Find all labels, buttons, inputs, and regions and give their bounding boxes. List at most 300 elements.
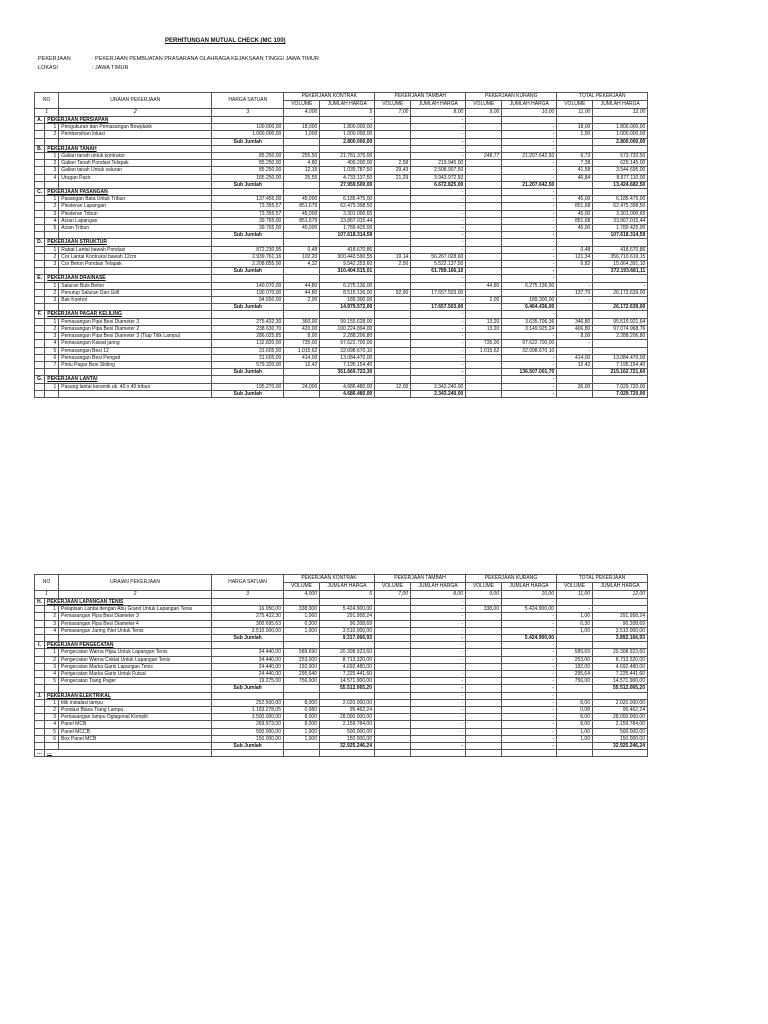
total-volume: 36,00 (557, 383, 593, 390)
empty-cell (35, 304, 45, 311)
tambah-jumlah: - (411, 620, 466, 627)
table-row (35, 210, 648, 217)
empty-cell (557, 743, 593, 750)
total-volume: 192,00 (557, 663, 593, 670)
kontrak-jumlah: 21.781.375,00 (320, 153, 375, 160)
kurang-volume (466, 354, 502, 361)
total-jumlah: 1.789.425,00 (593, 225, 648, 232)
total-jumlah: 8.713.320,00 (593, 656, 648, 663)
item-number: 2 (45, 613, 59, 620)
item-description: Pengecatan Marka Garis Lapangan Tenis (59, 663, 212, 670)
table-row (35, 613, 648, 620)
total-jumlah (593, 189, 648, 196)
item-number: 4 (45, 174, 59, 181)
kontrak-jumlah (320, 145, 375, 152)
total-jumlah (593, 599, 648, 606)
empty-cell (59, 685, 212, 692)
harga-satuan: 94.650,00 (212, 297, 284, 304)
total-volume: 8,00 (557, 333, 593, 340)
subtotal-label: Sub Jumlah (212, 181, 284, 188)
item-number: 3 (45, 167, 59, 174)
kontrak-jumlah: 6.185.475,00 (320, 196, 375, 203)
empty-cell (466, 189, 502, 196)
tambah-jumlah: - (411, 138, 466, 145)
total-volume: 46,84 (557, 174, 593, 181)
empty-cell (284, 189, 320, 196)
empty-cell (35, 289, 45, 296)
kurang-jumlah: - (502, 728, 557, 735)
tambah-jumlah: - (411, 325, 466, 332)
kontrak-jumlah: 351.669.723,30 (320, 369, 375, 376)
tambah-jumlah: 6.672.825,00 (411, 181, 466, 188)
kurang-volume (466, 656, 502, 663)
empty-cell (557, 635, 593, 642)
tambah-jumlah: 61.789.166,10 (411, 268, 466, 275)
table-row (35, 289, 648, 296)
empty-cell (466, 138, 502, 145)
kurang-jumlah: - (502, 268, 557, 275)
kurang-volume (466, 225, 502, 232)
section-title: PEKERJAAN LAPANGAN TENIS (45, 599, 212, 606)
total-jumlah: 629.145,00 (593, 160, 648, 167)
tambah-jumlah: - (411, 721, 466, 728)
table-row (35, 333, 648, 340)
tambah-jumlah: - (411, 606, 466, 613)
harga-satuan: 500.000,00 (212, 728, 284, 735)
tambah-jumlah: - (411, 743, 466, 750)
empty-cell (557, 268, 593, 275)
harga-satuan: 16.050,00 (212, 606, 284, 613)
header-num: 3 (212, 109, 284, 117)
empty-cell (284, 635, 320, 642)
empty-cell (375, 138, 411, 145)
kurang-volume: 1.015,62 (466, 347, 502, 354)
header-uraian: URAIAN PEKERJAAN (59, 93, 212, 109)
kontrak-volume: 360,00 (284, 318, 320, 325)
harga-satuan: 39.765,00 (212, 217, 284, 224)
tambah-volume (375, 153, 411, 160)
kontrak-jumlah: 310.404.515,01 (320, 268, 375, 275)
empty-cell (35, 333, 45, 340)
tambah-jumlah: - (411, 297, 466, 304)
item-number: 2 (45, 131, 59, 138)
total-volume: 589,69 (557, 649, 593, 656)
item-number: 6 (45, 735, 59, 742)
total-volume: 137,70 (557, 289, 593, 296)
section-title: PEKERJAAN PAGAR KELILING (45, 311, 212, 318)
kontrak-volume: 735,00 (284, 340, 320, 347)
kontrak-volume: 1,060 (284, 613, 320, 620)
kurang-volume (466, 261, 502, 268)
kurang-jumlah: - (502, 145, 557, 152)
item-number: 3 (45, 333, 59, 340)
table-row (35, 383, 648, 390)
header-num: 7,00 (375, 591, 411, 599)
kurang-jumlah: - (502, 203, 557, 210)
total-jumlah: 6.185.475,00 (593, 196, 648, 203)
total-jumlah: 97.074.968,76 (593, 325, 648, 332)
table-row (35, 160, 648, 167)
section-letter: C. (35, 189, 45, 196)
kurang-volume (466, 131, 502, 138)
total-jumlah: 33.867.015,44 (593, 217, 648, 224)
header-kontrak: PEKERJAAN KONTRAK (284, 93, 375, 101)
empty-cell (466, 311, 502, 318)
kurang-jumlah: 5.424.900,00 (502, 635, 557, 642)
kurang-jumlah: - (502, 376, 557, 383)
item-number: 2 (45, 656, 59, 663)
empty-cell (45, 369, 59, 376)
harga-satuan: 1.000.000,00 (212, 131, 284, 138)
empty-cell (45, 685, 59, 692)
total-volume: 1,00 (557, 131, 593, 138)
empty-cell (35, 707, 45, 714)
header-num: 11,00 (557, 591, 593, 599)
kontrak-jumlah: 13.084.470,00 (320, 354, 375, 361)
kontrak-jumlah: 150.000,00 (320, 735, 375, 742)
empty-cell (375, 145, 411, 152)
tambah-jumlah: 219.945,00 (411, 160, 466, 167)
kurang-jumlah: - (502, 613, 557, 620)
item-description: Galian Tanah Pondasi Telapak (59, 160, 212, 167)
tambah-jumlah (411, 750, 466, 757)
item-description: Pemasangan Pipa Besi Diameter 3 (59, 613, 212, 620)
total-jumlah: 13.424.682,50 (593, 181, 648, 188)
empty-cell (35, 390, 45, 397)
tambah-jumlah: - (411, 153, 466, 160)
table-row (35, 361, 648, 368)
section-title: PEKERJAAN PASANGAN (45, 189, 212, 196)
header-num: 10,00 (502, 591, 557, 599)
table-row (35, 354, 648, 361)
kontrak-jumlah: 5.424.900,00 (320, 606, 375, 613)
kurang-volume (466, 203, 502, 210)
total-volume: 1,00 (557, 728, 593, 735)
subtotal-label: Sub Jumlah (212, 743, 284, 750)
kurang-volume (466, 613, 502, 620)
subtotal-row (35, 369, 648, 376)
harga-satuan: 24.440,00 (212, 663, 284, 670)
kurang-volume (466, 246, 502, 253)
empty-cell (375, 390, 411, 397)
kurang-jumlah: - (502, 160, 557, 167)
total-volume: 7,38 (557, 160, 593, 167)
total-jumlah: 291.958,24 (593, 613, 648, 620)
harga-satuan: 269.973,00 (212, 721, 284, 728)
kontrak-jumlah: 32.098.670,10 (320, 347, 375, 354)
empty-cell (59, 390, 212, 397)
kontrak-jumlah (320, 376, 375, 383)
kontrak-volume: 102,20 (284, 253, 320, 260)
kurang-jumlah: - (502, 174, 557, 181)
empty-cell (557, 692, 593, 699)
kurang-jumlah (502, 117, 557, 124)
section-row (35, 642, 648, 649)
harga-satuan: 300.695,63 (212, 620, 284, 627)
tambah-volume (375, 707, 411, 714)
total-volume: 1,00 (557, 627, 593, 634)
total-jumlah (593, 275, 648, 282)
section-title: PEKERJAAN STRUKTUR (45, 239, 212, 246)
tambah-volume (375, 613, 411, 620)
tambah-jumlah: - (411, 642, 466, 649)
empty-cell (59, 369, 212, 376)
kurang-jumlah: - (502, 253, 557, 260)
table-row (35, 671, 648, 678)
kontrak-volume: 45,000 (284, 196, 320, 203)
table-row (35, 707, 648, 714)
kontrak-volume: 8,000 (284, 699, 320, 706)
empty-cell (284, 369, 320, 376)
header-num: 4,000 (284, 591, 320, 599)
empty-cell (466, 743, 502, 750)
kurang-jumlah: - (502, 599, 557, 606)
empty-cell (466, 750, 502, 757)
total-jumlah: 150.000,00 (593, 735, 648, 742)
kurang-volume (466, 289, 502, 296)
subtotal-label: Sub Jumlah (212, 138, 284, 145)
kontrak-jumlah: 32.925.246,24 (320, 743, 375, 750)
empty-cell (375, 635, 411, 642)
kontrak-volume: 253,000 (284, 656, 320, 663)
kurang-volume (466, 174, 502, 181)
empty-cell (466, 685, 502, 692)
tambah-volume (375, 340, 411, 347)
empty-cell (375, 743, 411, 750)
tambah-volume (375, 728, 411, 735)
kurang-volume (466, 217, 502, 224)
tambah-volume: 12,00 (375, 383, 411, 390)
kontrak-jumlah: 409.200,00 (320, 160, 375, 167)
kurang-volume (466, 649, 502, 656)
item-description: Pemasangan Jaring /Net Untuk Tenis (59, 627, 212, 634)
kurang-volume (466, 663, 502, 670)
tambah-jumlah: - (411, 671, 466, 678)
tambah-jumlah: - (411, 685, 466, 692)
item-number: 4 (45, 721, 59, 728)
total-volume: 8,00 (557, 721, 593, 728)
tambah-jumlah: - (411, 692, 466, 699)
total-jumlah: 32.925.246,24 (593, 743, 648, 750)
item-description: Pengecatan Warna Hijau Untuk Lapangan Tenis (59, 649, 212, 656)
table-row (35, 678, 648, 685)
empty-cell (375, 376, 411, 383)
item-number: 1 (45, 153, 59, 160)
harga-satuan: 275.432,30 (212, 318, 284, 325)
section-title: PEKERJAAN DRAINASE (45, 275, 212, 282)
empty-cell (557, 390, 593, 397)
item-number: 1 (45, 699, 59, 706)
kurang-jumlah: 6.464.436,00 (502, 304, 557, 311)
item-number: 3 (45, 297, 59, 304)
tambah-volume (375, 671, 411, 678)
kontrak-jumlah: 8.713.320,00 (320, 656, 375, 663)
empty-cell (375, 304, 411, 311)
item-number: 1 (45, 383, 59, 390)
tambah-volume: 19,14 (375, 253, 411, 260)
kurang-volume (466, 678, 502, 685)
item-number: 1 (45, 124, 59, 131)
header-volume: VOLUME (557, 583, 593, 591)
tambah-jumlah: 3.943.972,50 (411, 174, 466, 181)
empty-cell (45, 181, 59, 188)
header-kurang: PEKERJAAN KURANG (466, 575, 557, 583)
header-num: 5 (320, 591, 375, 599)
header-jumlah-harga: JUMLAH HARGA (593, 101, 648, 109)
section-title: PEKERJAAN PENGECATAN (45, 642, 212, 649)
total-jumlah: 95.462,24 (593, 707, 648, 714)
kontrak-jumlah: 300.443.590,55 (320, 253, 375, 260)
total-volume: 406,80 (557, 325, 593, 332)
empty-cell (375, 685, 411, 692)
kurang-jumlah: - (502, 289, 557, 296)
total-jumlah: 2.800.000,00 (593, 138, 648, 145)
header-num: 2 (59, 109, 212, 117)
kurang-jumlah: - (502, 671, 557, 678)
tambah-jumlah: - (411, 232, 466, 239)
harga-satuan: 195.270,00 (212, 383, 284, 390)
kontrak-jumlah (320, 311, 375, 318)
table-row (35, 721, 648, 728)
empty-cell (45, 390, 59, 397)
tambah-volume (375, 203, 411, 210)
kontrak-volume: 4,32 (284, 261, 320, 268)
kurang-volume: 735,00 (466, 340, 502, 347)
tambah-jumlah: - (411, 196, 466, 203)
kontrak-jumlah: 4.686.480,00 (320, 390, 375, 397)
tambah-volume (375, 297, 411, 304)
empty-cell (284, 304, 320, 311)
empty-cell (557, 750, 593, 757)
harga-satuan: 34.440,00 (212, 656, 284, 663)
empty-cell (35, 743, 45, 750)
table-row (35, 167, 648, 174)
tambah-volume: 2,50 (375, 261, 411, 268)
empty-cell (284, 376, 320, 383)
total-volume: - (557, 297, 593, 304)
total-volume: 414,00 (557, 354, 593, 361)
kontrak-volume: 295,640 (284, 671, 320, 678)
kurang-jumlah: - (502, 196, 557, 203)
tambah-jumlah: - (411, 347, 466, 354)
empty-cell (59, 743, 212, 750)
total-volume: 295,64 (557, 671, 593, 678)
total-volume: 0,08 (557, 707, 593, 714)
kurang-jumlah: 32.098.670,10 (502, 347, 557, 354)
kontrak-volume: 12,42 (284, 361, 320, 368)
tambah-volume (375, 196, 411, 203)
header-jumlah-harga: JUMLAH HARGA (593, 583, 648, 591)
header-num: 9,00 (466, 109, 502, 117)
total-jumlah: 26.172.639,00 (593, 304, 648, 311)
table-row (35, 606, 648, 613)
kontrak-jumlah (320, 692, 375, 699)
document-title: PERHITUNGAN MUTUAL CHECK (MC 100) (165, 38, 286, 44)
empty-cell (35, 613, 45, 620)
kontrak-jumlah: 2.800.000,00 (320, 138, 375, 145)
header-kurang: PEKERJAAN KURANG (466, 93, 557, 101)
header-num: 12,00 (593, 109, 648, 117)
kontrak-volume: 4,80 (284, 160, 320, 167)
table-row (35, 282, 648, 289)
item-number: 2 (45, 253, 59, 260)
empty-cell (35, 635, 45, 642)
kontrak-jumlah: 2.020.000,00 (320, 699, 375, 706)
kontrak-jumlah: 20.308.923,60 (320, 649, 375, 656)
kurang-volume (466, 714, 502, 721)
empty-cell (59, 304, 212, 311)
tambah-volume (375, 246, 411, 253)
kontrak-volume: 756,000 (284, 678, 320, 685)
kurang-volume: 248,77 (466, 153, 502, 160)
item-description: Pemasangan Kawat jaring (59, 340, 212, 347)
kurang-jumlah: - (502, 189, 557, 196)
item-number: 3 (45, 620, 59, 627)
tambah-jumlah: - (411, 354, 466, 361)
total-jumlah: 2.020.000,00 (593, 699, 648, 706)
tambah-jumlah: - (411, 210, 466, 217)
subtotal-row (35, 685, 648, 692)
total-volume: 756,00 (557, 678, 593, 685)
kontrak-jumlah: 14.571.900,00 (320, 678, 375, 685)
tambah-jumlah: - (411, 361, 466, 368)
kontrak-volume: 1,000 (284, 627, 320, 634)
empty-cell (284, 275, 320, 282)
kurang-volume (466, 721, 502, 728)
kontrak-volume: 0,48 (284, 246, 320, 253)
empty-cell (212, 311, 284, 318)
kurang-jumlah: - (502, 699, 557, 706)
empty-cell (35, 196, 45, 203)
kontrak-jumlah: 3.301.000,65 (320, 210, 375, 217)
table-row (35, 124, 648, 131)
harga-satuan: 3.500.000,00 (212, 714, 284, 721)
kurang-volume (466, 124, 502, 131)
empty-cell (59, 138, 212, 145)
total-volume: 8,00 (557, 699, 593, 706)
total-volume: 6,73 (557, 153, 593, 160)
tambah-jumlah: 5.522.137,50 (411, 261, 466, 268)
kurang-jumlah: - (502, 311, 557, 318)
section-row (35, 117, 648, 124)
item-description: Penutup Saluran Dari Grill (59, 289, 212, 296)
total-jumlah (593, 750, 648, 757)
kurang-jumlah: 21.207.642,50 (502, 181, 557, 188)
empty-cell (35, 656, 45, 663)
tambah-volume (375, 210, 411, 217)
total-jumlah: 418.670,86 (593, 246, 648, 253)
kontrak-volume: 1.015,62 (284, 347, 320, 354)
item-number: 5 (45, 225, 59, 232)
total-jumlah (593, 692, 648, 699)
table-row (35, 340, 648, 347)
section-row (35, 376, 648, 383)
empty-cell (212, 750, 284, 757)
total-volume: 851,68 (557, 203, 593, 210)
kontrak-jumlah: 55.512.065,20 (320, 685, 375, 692)
header-volume: VOLUME (375, 101, 411, 109)
harga-satuan: 140.070,00 (212, 282, 284, 289)
kurang-volume (466, 167, 502, 174)
empty-cell (35, 261, 45, 268)
empty-cell (35, 699, 45, 706)
subtotal-row (35, 743, 648, 750)
subtotal-row (35, 268, 648, 275)
header-kontrak: PEKERJAAN KONTRAK (284, 575, 375, 583)
kurang-jumlah: - (502, 642, 557, 649)
empty-cell (557, 599, 593, 606)
total-volume: 18,00 (557, 124, 593, 131)
